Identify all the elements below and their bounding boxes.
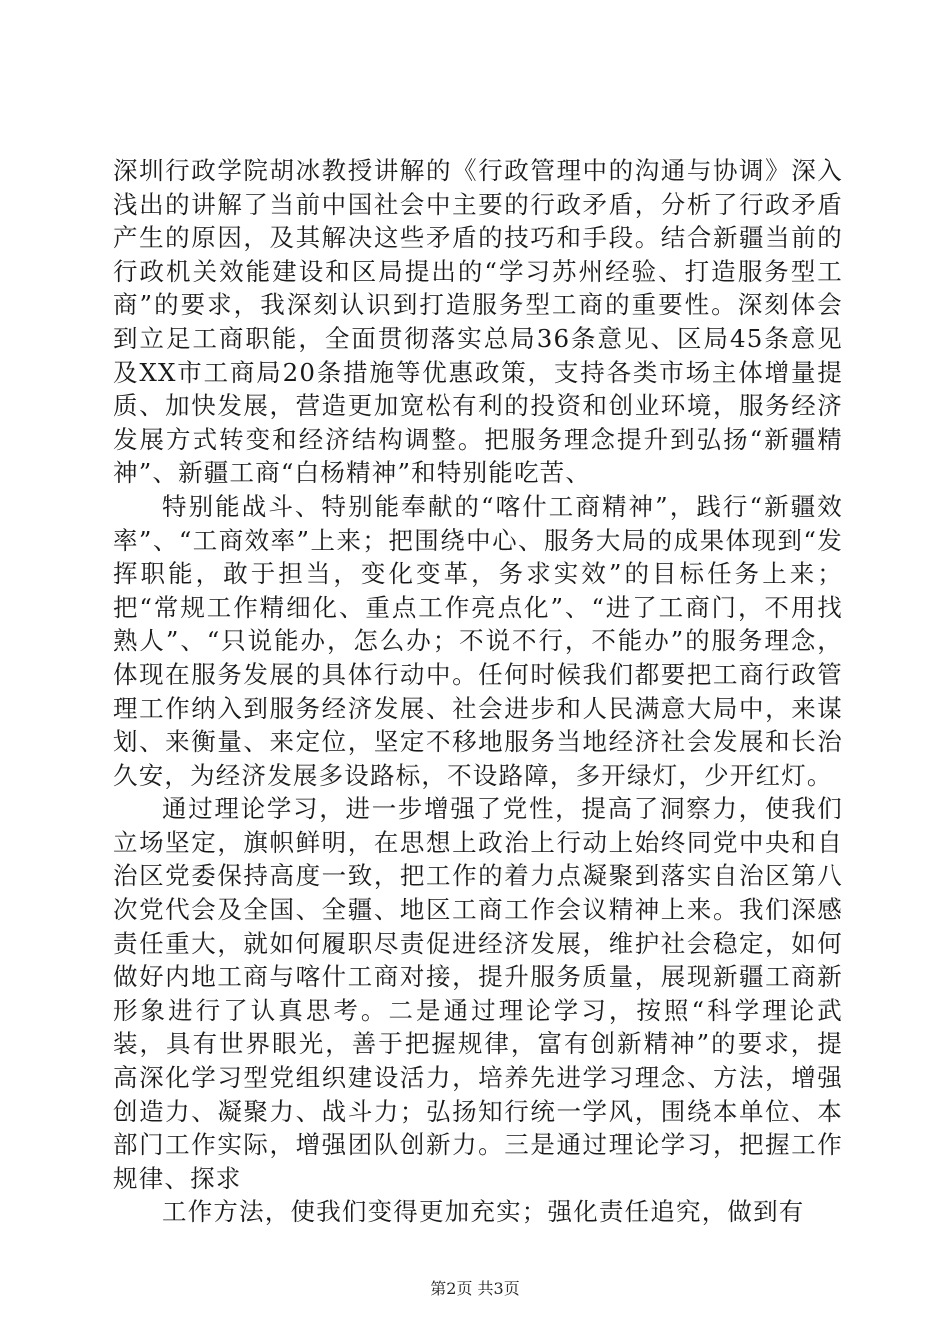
- page-number-footer: 第2页 共3页: [430, 1279, 520, 1298]
- document-body: [113, 154, 843, 1229]
- paragraph-1: 深圳行政学院胡冰教授讲解的《行政管理中的沟通与协调》深入浅出的讲解了当前中国社会中主要的行政矛盾，分析了行政矛盾产生的原因，及其解决这些矛盾的技巧和手段。结合新疆当前的行政机关效能建设和区局提出的“学习苏州经验、打造服务型工商”的要求，我深刻认识到打造服务型工商的重要性。深刻体会到立足工商职能，全面贯彻落实总局36条意见、区局45条意见及XX市工商局20条措施等优惠政策，支持各类市场主体增量提质、加快发展，营造更加宽松有利的投资和创业环境，服务经济发展方式转变和经济结构调整。把服务理念提升到弘扬“新疆精神”、新疆工商“白杨精神”和特别能吃苦、: [113, 156, 843, 488]
- paragraph-2: 特别能战斗、特别能奉献的“喀什工商精神”，践行“新疆效率”、“工商效率”上来；把围绕中心、服务大局的成果体现到“发挥职能，敢于担当，变化变革，务求实效”的目标任务上来；把“常规工作精细化、重点工作亮点化”、“进了工商门，不用找熟人”、“只说能办，怎么办；不说不行，不能办”的服务理念，体现在服务发展的具体行动中。任何时候我们都要把工商行政管理工作纳入到服务经济发展、社会进步和人民满意大局中，来谋划、来衡量、来定位，坚定不移地服务当地经济社会发展和长治久安，为经济发展多设路标，不设路障，多开绿灯，少开红灯。: [113, 491, 843, 790]
- paragraph-3: 通过理论学习，进一步增强了党性，提高了洞察力，使我们立场坚定，旗帜鲜明，在思想上政治上行动上始终同党中央和自治区党委保持高度一致，把工作的着力点凝聚到落实自治区第八次党代会及全国、全疆、地区工商工作会议精神上来。我们深感责任重大，就如何履职尽责促进经济发展，维护社会稳定，如何做好内地工商与喀什工商对接，提升服务质量，展现新疆工商新形象进行了认真思考。二是通过理论学习，按照“科学理论武装，具有世界眼光，善于把握规律，富有创新精神”的要求，提高深化学习型党组织建设活力，培养先进学习理念、方法，增强创造力、凝聚力、战斗力；弘扬知行统一学风，围绕本单位、本部门工作实际，增强团队创新力。三是通过理论学习，把握工作规律、探求: [113, 794, 843, 1193]
- paragraph-4: 工作方法，使我们变得更加充实；强化责任追究，做到有: [162, 1197, 805, 1227]
